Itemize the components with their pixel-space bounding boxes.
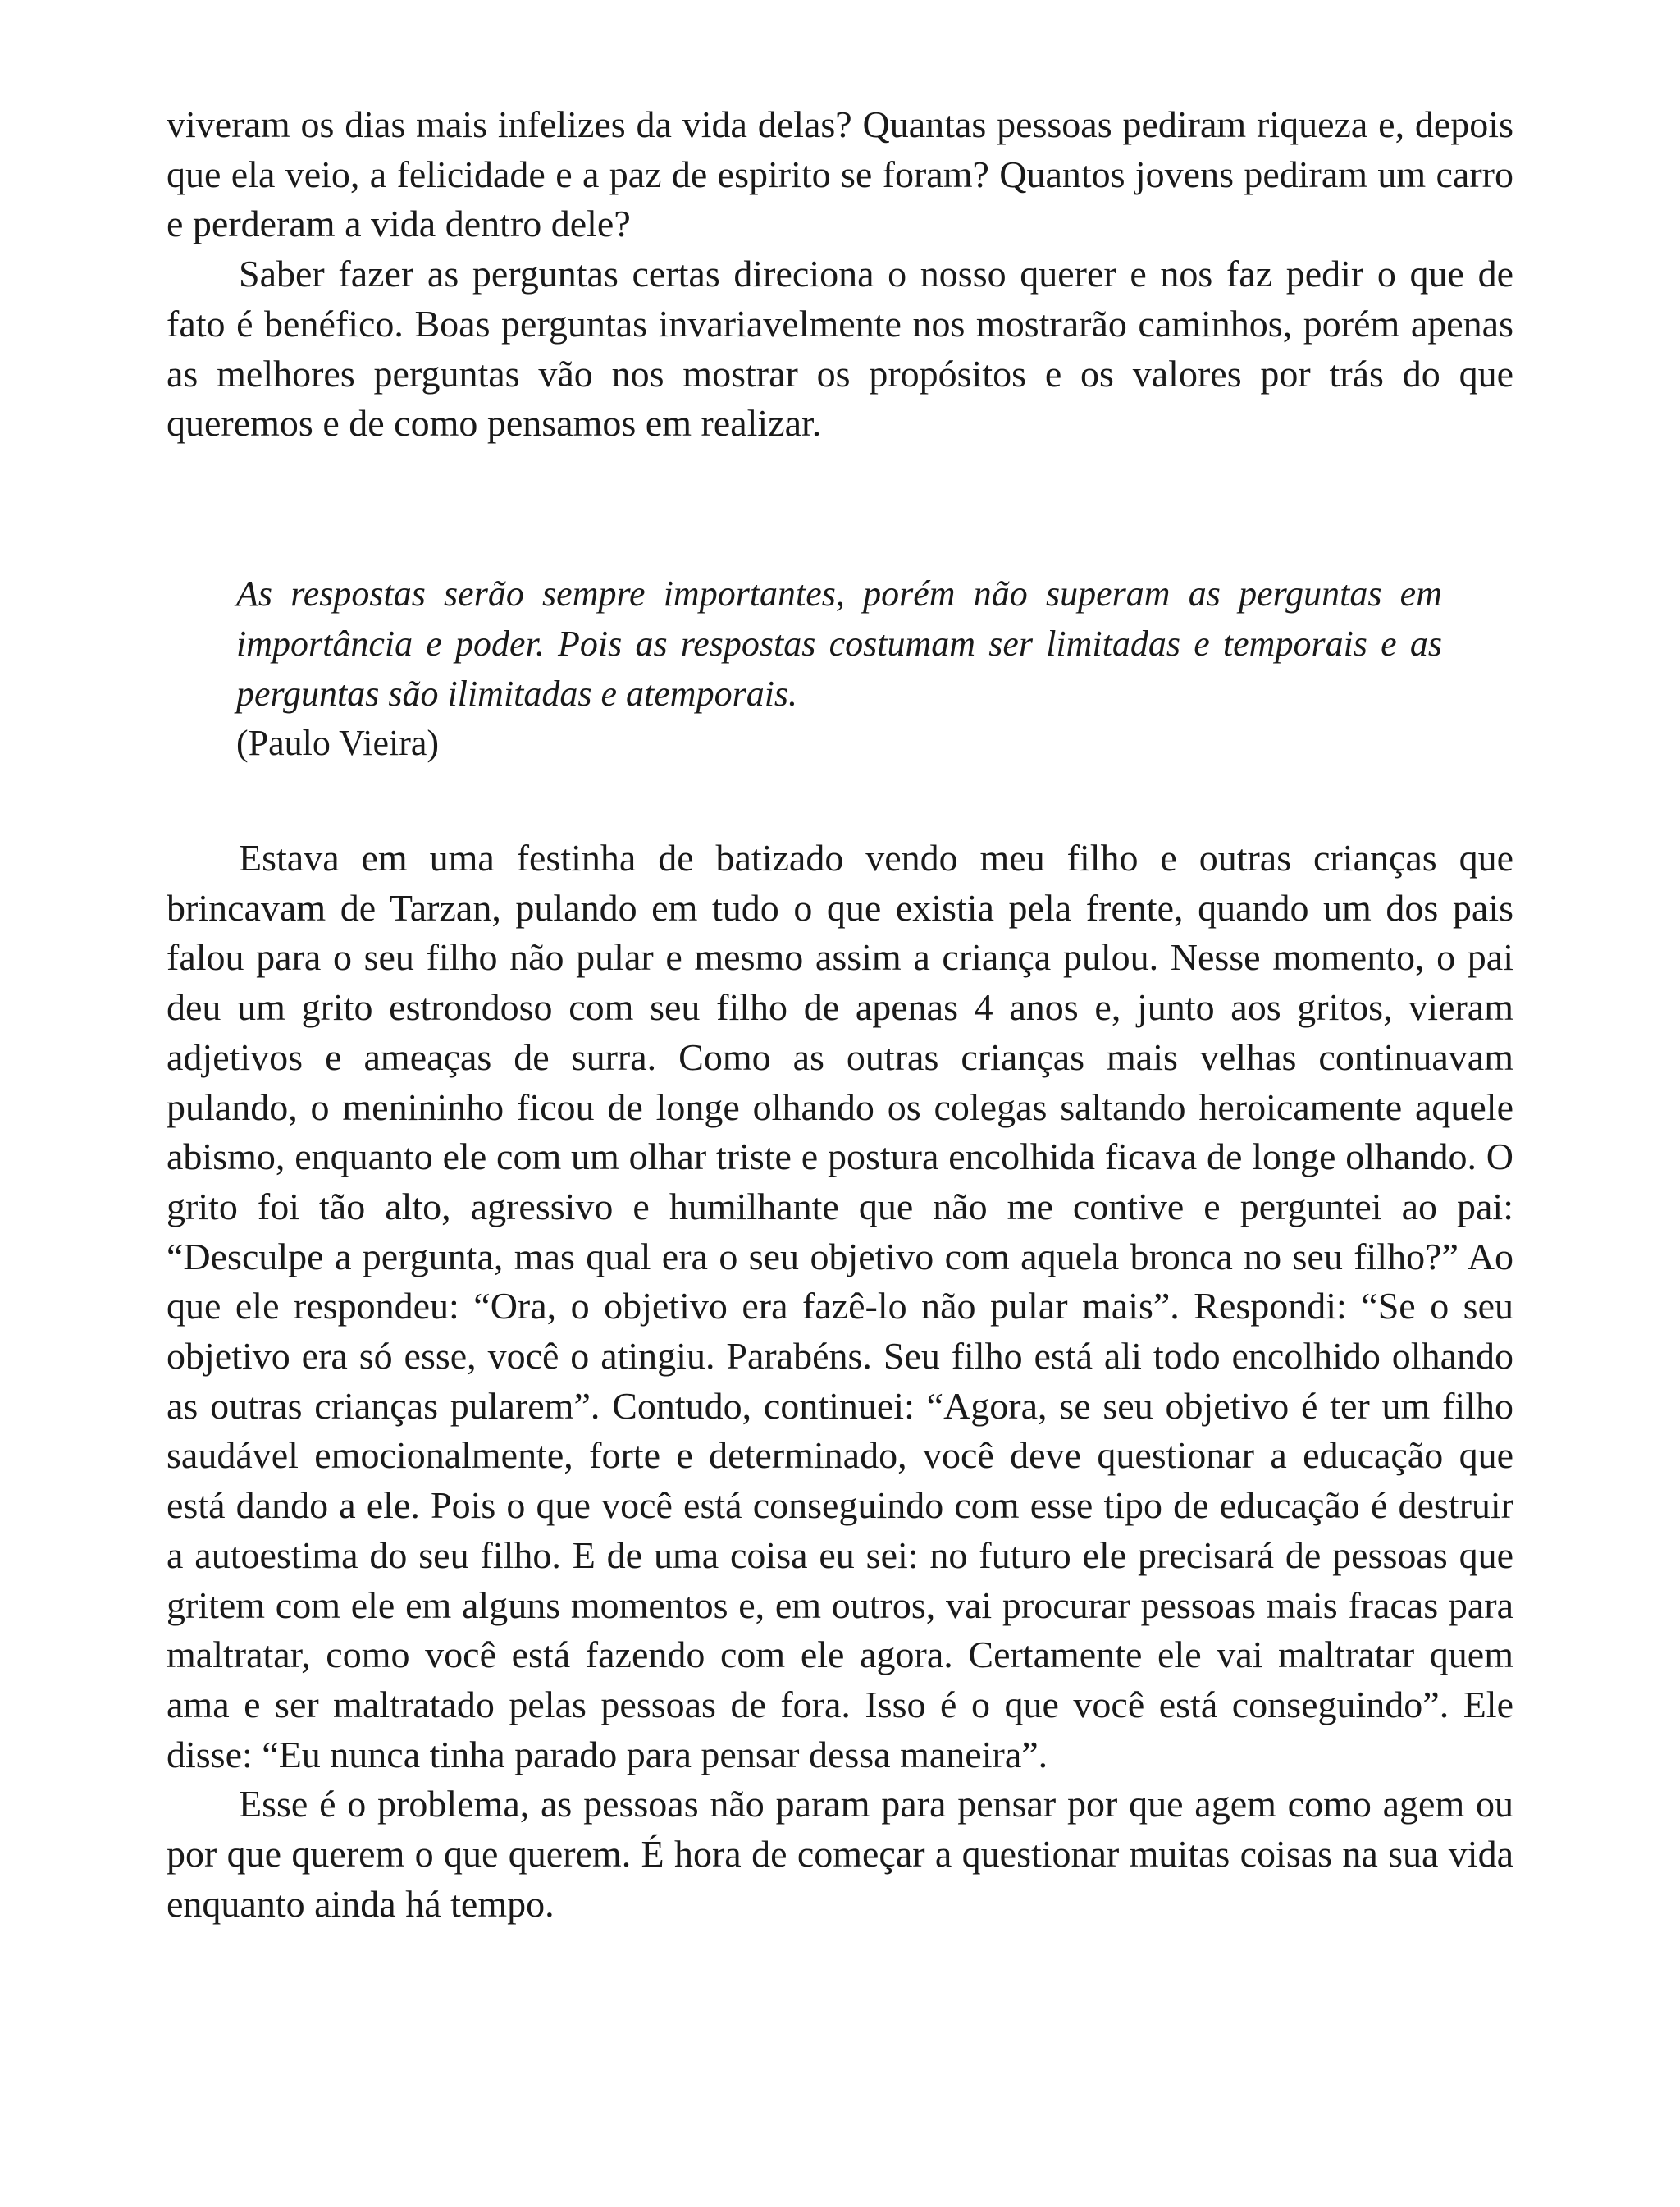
paragraph: Saber fazer as perguntas certas direciona o nosso querer e nos faz pedir o que de fato é benéfico. Boas perguntas invariavelmente nos mostrarão caminhos, porém apenas as melhores perguntas vão nos mostrar os propósitos e os valores por trás do que queremos e de como pensamos em realizar.: [167, 253, 1513, 445]
text-block-bottom: [167, 834, 1513, 1929]
text-block-top: [167, 100, 1513, 449]
paragraph: Estava em uma festinha de batizado vendo meu filho e outras crianças que brincavam de Tarzan, pulando em tudo o que existia pela frente, quando um dos pais falou para o seu filho não pular e mesmo assim a criança pulou. Nesse momento, o pai deu um grito estrondoso com seu filho de apenas 4 anos e, junto aos gritos, vieram adjetivos e ameaças de surra. Como as outras crianças mais velhas continuavam pulando, o menininho ficou de longe olhando os colegas saltando heroicamente aquele abismo, enquanto ele com um olhar triste e postura encolhida ficava de longe olhando. O grito foi tão alto, agressivo e humilhante que não me contive e perguntei ao pai: “Desculpe a pergunta, mas qual era o seu objetivo com aquela bronca no seu filho?” Ao que ele respondeu: “Ora, o objetivo era fazê-lo não pular mais”. Respondi: “Se o seu objetivo era só esse, você o atingiu. Parabéns. Seu filho está ali todo encolhido olhando as outras crianças pularem”. Contudo, continuei: “Agora, se seu objetivo é ter um filho saudável emocionalmente, forte e determinado, você deve questionar a educação que está dando a ele. Pois o que você está conseguindo com esse tipo de educação é destruir a autoestima do seu filho. E de uma coisa eu sei: no futuro ele precisará de pessoas que gritem com ele em alguns momentos e, em outros, vai procurar pessoas mais fracas para maltratar, como você está fazendo com ele agora. Certamente ele vai maltratar quem ama e ser maltratado pelas pessoas de fora. Isso é o que você está conseguindo”. Ele disse: “Eu nunca tinha parado para pensar dessa maneira”.: [167, 837, 1513, 1775]
quote-author: (Paulo Vieira): [236, 723, 440, 763]
quote-text: As respostas serão sempre importantes, porém não superam as perguntas em importância e poder. Pois as respostas costumam ser limitadas e temporais e as perguntas são ilimitadas e atemporais.: [236, 573, 1442, 714]
paragraph: Esse é o problema, as pessoas não param para pensar por que agem como agem ou por que querem o que querem. É hora de começar a questionar muitas coisas na sua vida enquanto ainda há tempo.: [167, 1783, 1513, 1925]
paragraph: viveram os dias mais infelizes da vida delas? Quantas pessoas pediram riqueza e, depois que ela veio, a felicidade e a paz de espirito se foram? Quantos jovens pediram um carro e perderam a vida dentro dele?: [167, 103, 1513, 245]
block-quote: [236, 569, 1442, 768]
